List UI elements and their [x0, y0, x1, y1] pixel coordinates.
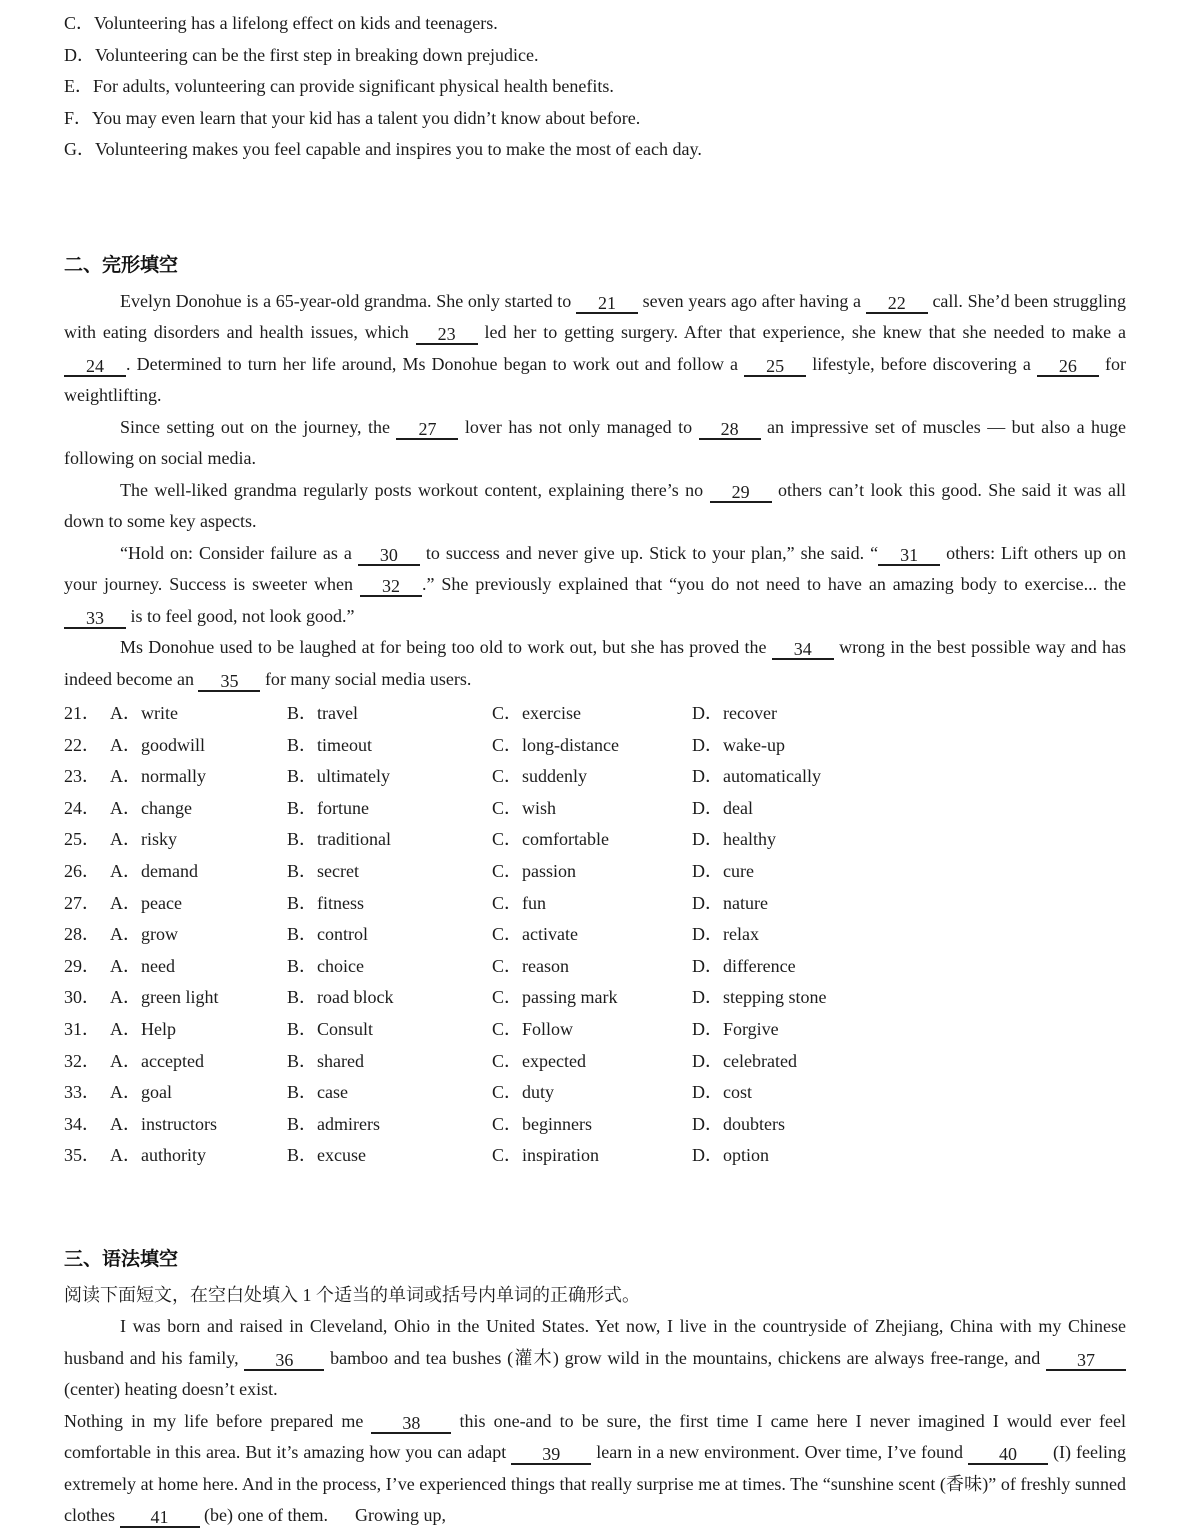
option-c: C．duty	[492, 1082, 555, 1103]
option-row-26	[64, 856, 1126, 888]
option-c: C．long-distance	[492, 734, 619, 755]
option-d: D．deal	[692, 797, 753, 818]
option-row-22	[64, 730, 1126, 762]
option-b: B．case	[287, 1082, 348, 1103]
option-b: B．secret	[287, 860, 359, 881]
option-row-29	[64, 951, 1126, 983]
blank-29: 29	[710, 481, 772, 503]
option-d: D．option	[692, 1145, 770, 1166]
blank-28: 28	[699, 418, 761, 440]
option-c: C．activate	[492, 924, 578, 945]
blank-38: 38	[371, 1412, 451, 1434]
paragraph: Nothing in my life before prepared me 38 this one-and to be sure, the first time I came here I never imagined I would ever feel comfortable in this area. But it’s amazing how you can adapt 39 learn in a new environment. Over time, I’ve found 40 (I) feeling extremely at home here. And in the process, I’ve experienced things that really surprise me at times. The “sunshine scent (香味)” of freshly sunned clothes 41 (be) one of them. Growing up,	[64, 1410, 1126, 1528]
option-d: D．celebrated	[692, 1050, 797, 1071]
option-a: A．accepted	[110, 1050, 204, 1071]
option-d: D．cost	[692, 1082, 752, 1103]
option-d: D．healthy	[692, 829, 776, 850]
blank-36: 36	[244, 1349, 324, 1371]
paragraph: The well-liked grandma regularly posts workout content, explaining there’s no 29 others can’t look this good. She said it was all down to some key aspects.	[64, 479, 1126, 531]
option-row-34	[64, 1109, 1126, 1141]
blank-25: 25	[744, 355, 806, 377]
question-number: 30．	[64, 987, 100, 1008]
blank-22: 22	[866, 292, 928, 314]
option-d: D．nature	[692, 892, 768, 913]
blank-21: 21	[576, 292, 638, 314]
question-number: 32．	[64, 1050, 100, 1071]
option-a: A．Help	[110, 1018, 176, 1039]
option-d: D．difference	[692, 955, 796, 976]
choice-line: E．For adults, volunteering can provide significant physical health benefits.	[64, 76, 614, 96]
question-number: 34．	[64, 1113, 100, 1134]
option-c: C．inspiration	[492, 1145, 599, 1166]
blank-31: 31	[878, 544, 940, 566]
paragraph: “Hold on: Consider failure as a 30 to success and never give up. Stick to your plan,” she said. “ 31 others: Lift others up on your journey. Success is sweeter when 32 .” She previously explained that “you do not need to have an amazing body to exercise... the 33 is to feel good, not look good.”	[64, 542, 1127, 628]
option-row-23	[64, 761, 1126, 793]
cloze-section-heading: 二、完形填空	[64, 254, 179, 276]
option-a: A．goodwill	[110, 734, 206, 755]
question-number: 23．	[64, 766, 100, 787]
option-b: B．ultimately	[287, 766, 390, 787]
option-c: C．Follow	[492, 1018, 574, 1039]
option-a: A．change	[110, 797, 192, 818]
option-a: A．authority	[110, 1145, 206, 1166]
option-b: B．traditional	[287, 829, 391, 850]
question-number: 27．	[64, 892, 100, 913]
question-number: 22．	[64, 734, 100, 755]
option-a: A．risky	[110, 829, 177, 850]
option-d: D．Forgive	[692, 1018, 779, 1039]
option-b: B．fitness	[287, 892, 365, 913]
option-b: B．choice	[287, 955, 364, 976]
option-c: C．exercise	[492, 703, 581, 723]
option-c: C．comfortable	[492, 829, 609, 850]
blank-35: 35	[198, 670, 260, 692]
option-a: A．normally	[110, 766, 206, 787]
option-row-35	[64, 1140, 1126, 1172]
previous-question-options	[64, 8, 1126, 166]
option-a: A．write	[110, 703, 178, 723]
option-row-28	[64, 919, 1126, 951]
blank-30: 30	[358, 544, 420, 566]
option-a: A．instructors	[110, 1113, 217, 1134]
option-b: B．control	[287, 924, 368, 945]
blank-24: 24	[64, 355, 126, 377]
option-c: C．expected	[492, 1050, 586, 1071]
blank-39: 39	[511, 1443, 591, 1465]
blank-23: 23	[416, 323, 478, 345]
blank-40: 40	[968, 1443, 1048, 1465]
option-b: B．fortune	[287, 797, 369, 818]
option-row-30	[64, 982, 1126, 1014]
blank-34: 34	[772, 638, 834, 660]
option-b: B．shared	[287, 1050, 364, 1071]
question-number: 31．	[64, 1018, 100, 1039]
question-number: 21．	[64, 703, 100, 723]
option-row-24	[64, 793, 1126, 825]
option-c: C．beginners	[492, 1113, 592, 1134]
blank-37: 37	[1046, 1349, 1126, 1371]
paragraph: Ms Donohue used to be laughed at for being too old to work out, but she has proved the 34 wrong in the best possible way and has indeed become an 35 for many social media users.	[64, 637, 1127, 691]
option-row-27	[64, 888, 1126, 920]
option-b: B．excuse	[287, 1145, 366, 1166]
section-grammar	[64, 1244, 1126, 1529]
option-row-33	[64, 1077, 1126, 1109]
choice-line: F．You may even learn that your kid has a talent you didn’t know about before.	[64, 107, 641, 128]
option-c: C．passion	[492, 860, 577, 881]
option-row-21	[64, 698, 1126, 730]
question-number: 24．	[64, 797, 100, 818]
blank-27: 27	[396, 418, 458, 440]
option-d: D．automatically	[692, 766, 821, 787]
question-number: 25．	[64, 829, 100, 850]
blank-26: 26	[1037, 355, 1099, 377]
cloze-options-table	[64, 698, 1126, 1172]
paragraph: I was born and raised in Cleveland, Ohio in the United States. Yet now, I live in the countryside of Zhejiang, China with my Chinese husband and his family, 36 bamboo and tea bushes (灌木) grow wild in the mountains, chickens are always free-range, and 37 (center) heating doesn’t exist.	[64, 1316, 1126, 1400]
option-d: D．wake-up	[692, 734, 785, 755]
option-b: B．travel	[287, 703, 358, 723]
section-cloze	[64, 250, 1126, 1172]
grammar-passage	[64, 1311, 1126, 1529]
paragraph: Since setting out on the journey, the 27 lover has not only managed to 28 an impressive set of muscles — but also a huge following on social media.	[64, 416, 1126, 468]
grammar-instruction: 阅读下面短文，在空白处填入 1 个适当的单词或括号内单词的正确形式。	[64, 1284, 640, 1305]
option-row-25	[64, 824, 1126, 856]
option-row-31	[64, 1014, 1126, 1046]
option-c: C．reason	[492, 955, 569, 976]
choice-line: D．Volunteering can be the first step in breaking down prejudice.	[64, 44, 539, 65]
choice-line: C．Volunteering has a lifelong effect on kids and teenagers.	[64, 13, 498, 33]
question-number: 35．	[64, 1145, 100, 1166]
option-a: A．need	[110, 955, 175, 976]
question-number: 33．	[64, 1082, 100, 1103]
blank-33: 33	[64, 607, 126, 629]
grammar-section-heading: 三、语法填空	[64, 1248, 179, 1270]
option-c: C．suddenly	[492, 766, 588, 787]
option-d: D．doubters	[692, 1113, 785, 1134]
option-c: C．fun	[492, 892, 546, 913]
option-a: A．peace	[110, 892, 182, 913]
option-a: A．goal	[110, 1082, 172, 1103]
option-row-32	[64, 1046, 1126, 1078]
option-a: A．grow	[110, 924, 178, 945]
option-a: A．green light	[110, 987, 219, 1008]
option-b: B．Consult	[287, 1018, 374, 1039]
option-d: D．relax	[692, 924, 759, 945]
option-a: A．demand	[110, 860, 198, 881]
option-b: B．road block	[287, 987, 394, 1008]
option-d: D．cure	[692, 860, 754, 881]
option-c: C．passing mark	[492, 987, 618, 1008]
choice-line: G．Volunteering makes you feel capable and inspires you to make the most of each day.	[64, 139, 702, 159]
option-d: D．recover	[692, 703, 777, 723]
question-number: 28．	[64, 924, 100, 945]
blank-41: 41	[120, 1506, 200, 1528]
option-d: D．stepping stone	[692, 987, 827, 1008]
question-number: 29．	[64, 955, 100, 976]
paragraph: Evelyn Donohue is a 65-year-old grandma. She only started to 21 seven years ago after having a 22 call. She’d been struggling with eating disorders and health issues, which 23 led her to getting surgery. After that experience, she knew that she needed to make a 24 . Determined to turn her life around, Ms Donohue began to work out and follow a 25 lifestyle, before discovering a 26 for weightlifting.	[64, 290, 1126, 405]
option-c: C．wish	[492, 797, 557, 818]
question-number: 26．	[64, 860, 100, 881]
option-b: B．timeout	[287, 734, 372, 755]
blank-32: 32	[360, 575, 422, 597]
cloze-passage	[64, 286, 1126, 696]
option-b: B．admirers	[287, 1113, 380, 1134]
